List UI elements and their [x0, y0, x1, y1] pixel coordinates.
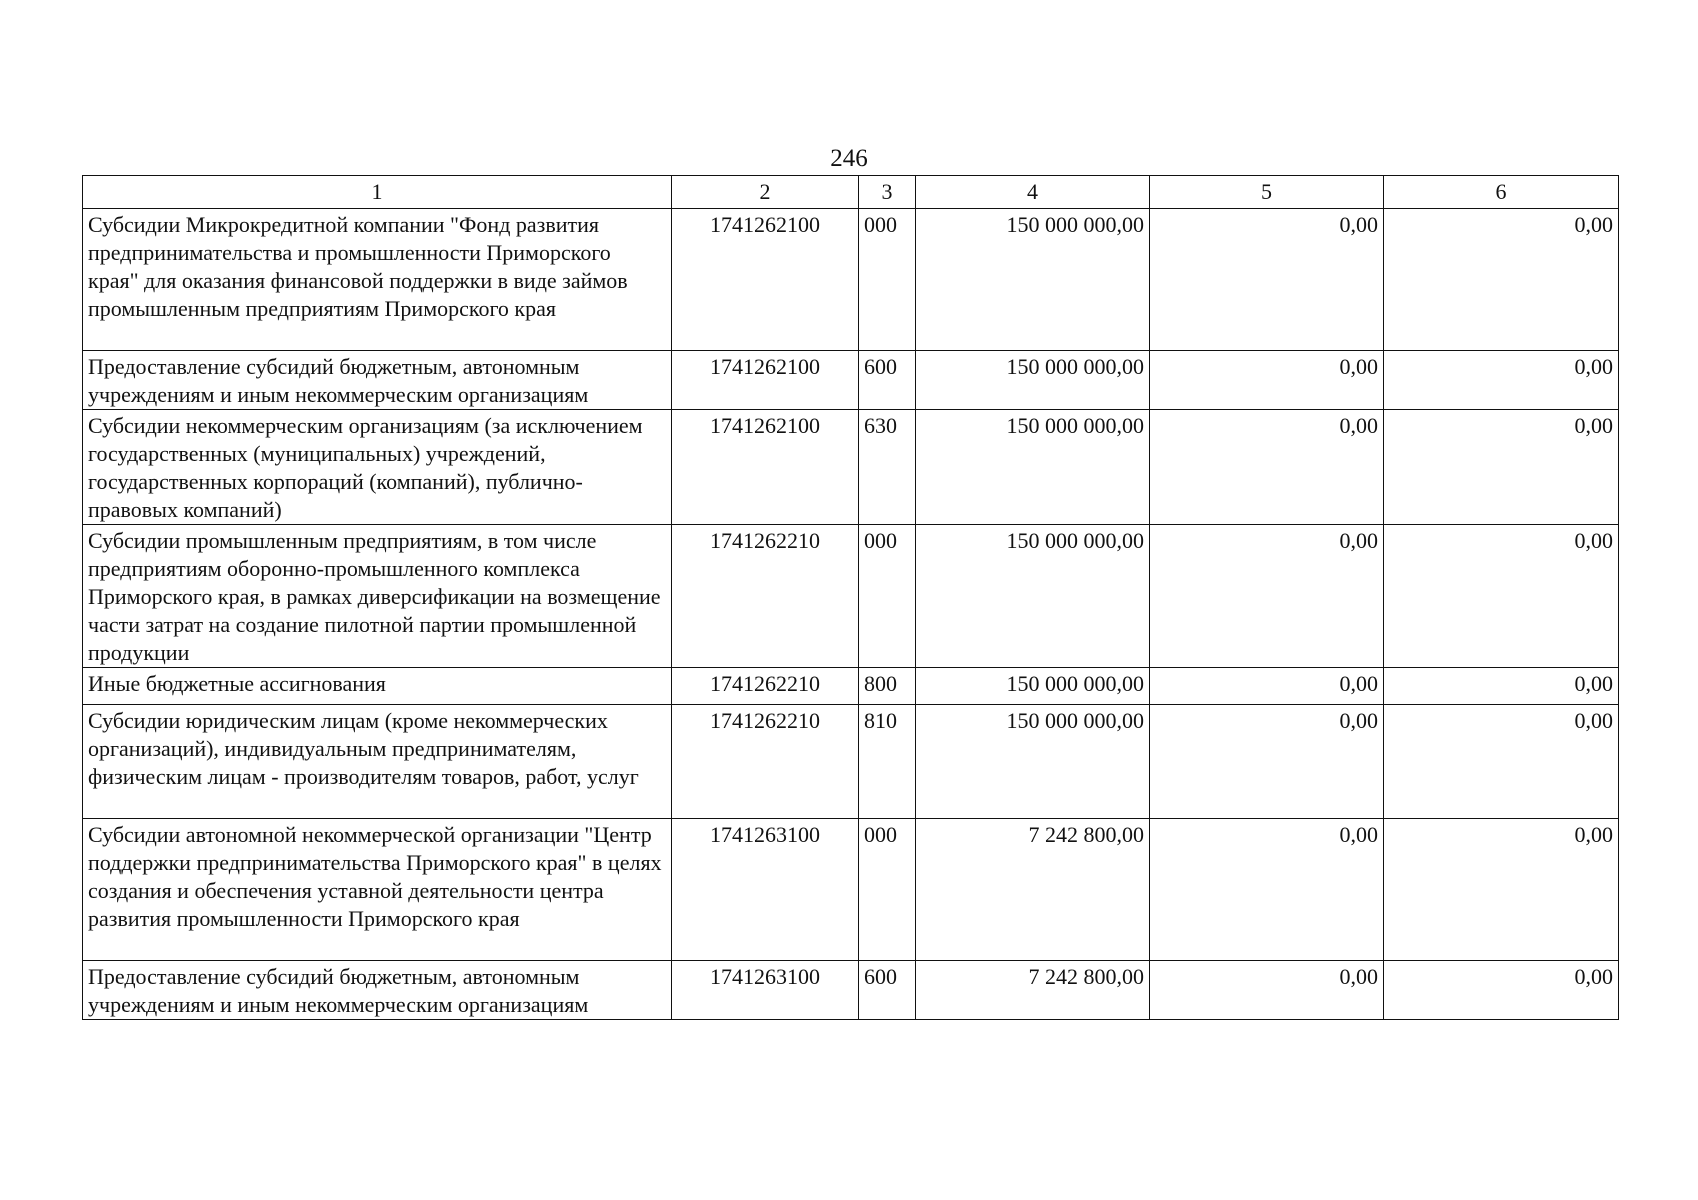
row-expense-type: 000	[859, 525, 916, 668]
table-row	[83, 209, 1619, 351]
row-description: Субсидии промышленным предприятиям, в том числе предприятиям оборонно-промышленного комплекса Приморского края, в рамках диверсификации на возмещение части затрат на создание пилотной партии промышленной продукции	[83, 525, 672, 668]
row-amount-col6: 0,00	[1384, 819, 1619, 961]
column-header-2: 2	[672, 176, 859, 209]
page-number: 246	[830, 145, 868, 172]
row-expense-type: 600	[859, 351, 916, 410]
row-expense-type: 000	[859, 819, 916, 961]
row-amount-col4: 150 000 000,00	[916, 410, 1150, 525]
row-amount-col5: 0,00	[1150, 961, 1384, 1020]
row-description: Предоставление субсидий бюджетным, автономным учреждениям и иным некоммерческим организациям	[83, 351, 672, 410]
row-amount-col6: 0,00	[1384, 705, 1619, 819]
column-header-6: 6	[1384, 176, 1619, 209]
row-amount-col6: 0,00	[1384, 525, 1619, 668]
column-header-1: 1	[83, 176, 672, 209]
table-row	[83, 525, 1619, 668]
column-header-3: 3	[859, 176, 916, 209]
row-amount-col5: 0,00	[1150, 209, 1384, 351]
row-amount-col6: 0,00	[1384, 209, 1619, 351]
row-amount-col6: 0,00	[1384, 668, 1619, 705]
row-expense-type: 000	[859, 209, 916, 351]
row-target-code: 1741262100	[672, 351, 859, 410]
row-description: Предоставление субсидий бюджетным, автономным учреждениям и иным некоммерческим организациям	[83, 961, 672, 1020]
row-description: Субсидии некоммерческим организациям (за исключением государственных (муниципальных) учреждений, государственных корпораций (компаний), публично-правовых компаний)	[83, 410, 672, 525]
row-amount-col6: 0,00	[1384, 351, 1619, 410]
table-row	[83, 819, 1619, 961]
row-amount-col4: 150 000 000,00	[916, 525, 1150, 668]
row-amount-col4: 150 000 000,00	[916, 209, 1150, 351]
row-expense-type: 630	[859, 410, 916, 525]
row-target-code: 1741262210	[672, 668, 859, 705]
row-amount-col4: 7 242 800,00	[916, 819, 1150, 961]
row-amount-col5: 0,00	[1150, 705, 1384, 819]
row-expense-type: 810	[859, 705, 916, 819]
column-header-5: 5	[1150, 176, 1384, 209]
row-amount-col5: 0,00	[1150, 668, 1384, 705]
row-amount-col5: 0,00	[1150, 351, 1384, 410]
budget-table	[82, 175, 1619, 1020]
row-amount-col4: 150 000 000,00	[916, 668, 1150, 705]
row-expense-type: 800	[859, 668, 916, 705]
row-target-code: 1741262100	[672, 209, 859, 351]
row-description: Субсидии Микрокредитной компании "Фонд развития предпринимательства и промышленности Приморского края" для оказания финансовой поддержки в виде займов промышленным предприятиям Приморского края	[83, 209, 672, 351]
row-target-code: 1741263100	[672, 961, 859, 1020]
row-description: Субсидии юридическим лицам (кроме некоммерческих организаций), индивидуальным предпринимателям, физическим лицам - производителям товаров, работ, услуг	[83, 705, 672, 819]
column-header-4: 4	[916, 176, 1150, 209]
row-amount-col5: 0,00	[1150, 525, 1384, 668]
row-target-code: 1741263100	[672, 819, 859, 961]
row-amount-col6: 0,00	[1384, 410, 1619, 525]
row-target-code: 1741262100	[672, 410, 859, 525]
table-row	[83, 705, 1619, 819]
row-expense-type: 600	[859, 961, 916, 1020]
row-description: Иные бюджетные ассигнования	[83, 668, 672, 705]
row-amount-col5: 0,00	[1150, 819, 1384, 961]
table-row	[83, 668, 1619, 705]
row-amount-col4: 150 000 000,00	[916, 351, 1150, 410]
row-amount-col6: 0,00	[1384, 961, 1619, 1020]
row-target-code: 1741262210	[672, 705, 859, 819]
row-amount-col4: 7 242 800,00	[916, 961, 1150, 1020]
header-row	[83, 176, 1619, 209]
row-description: Субсидии автономной некоммерческой организации "Центр поддержки предпринимательства Приморского края" в целях создания и обеспечения уставной деятельности центра развития промышленности Приморского края	[83, 819, 672, 961]
table-row	[83, 351, 1619, 410]
table-row	[83, 410, 1619, 525]
row-amount-col5: 0,00	[1150, 410, 1384, 525]
row-target-code: 1741262210	[672, 525, 859, 668]
row-amount-col4: 150 000 000,00	[916, 705, 1150, 819]
table-row	[83, 961, 1619, 1020]
